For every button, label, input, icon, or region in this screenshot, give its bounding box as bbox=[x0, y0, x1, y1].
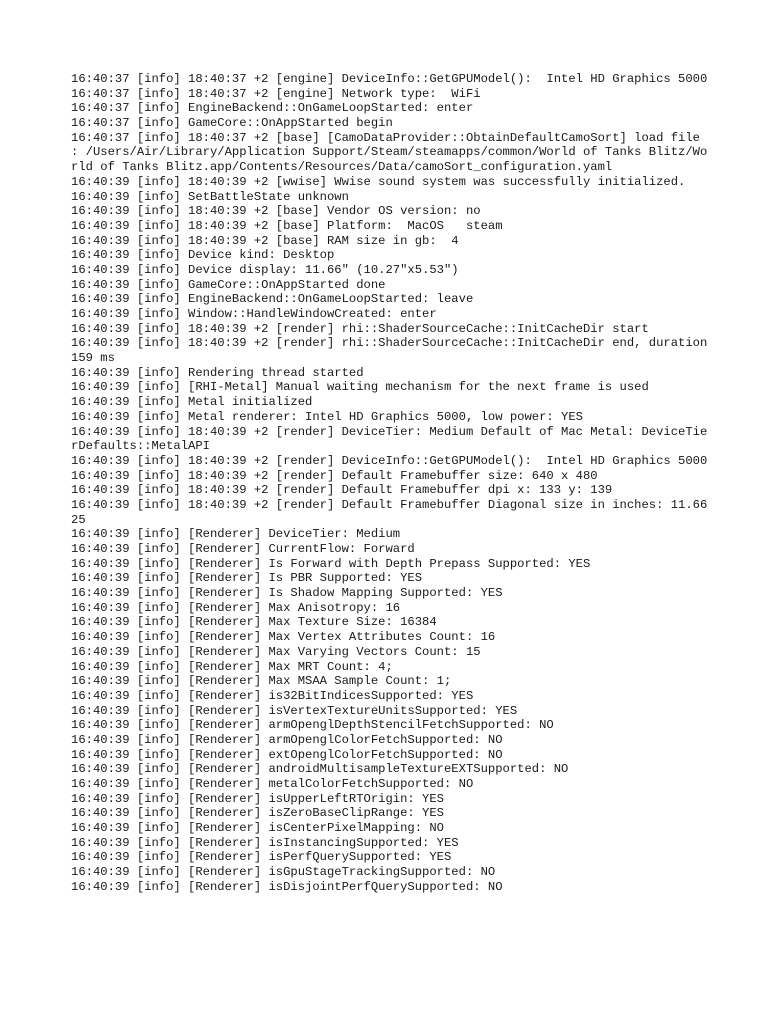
log-line: 16:40:39 [info] [Renderer] Max Vertex Attributes Count: 16 bbox=[71, 630, 496, 645]
log-line: 16:40:39 [info] [Renderer] isPerfQuerySupported: YES bbox=[71, 850, 452, 865]
log-line: 16:40:39 [info] [Renderer] extOpenglColorFetchSupported: NO bbox=[71, 747, 503, 762]
log-line: 16:40:39 [info] SetBattleState unknown bbox=[71, 189, 349, 204]
log-line: 16:40:39 [info] 18:40:39 +2 [base] Vendor OS version: no bbox=[71, 204, 481, 219]
log-line: 16:40:39 [info] 18:40:39 +2 [render] rhi::ShaderSourceCache::InitCacheDir end, duration 159 ms bbox=[71, 336, 715, 366]
log-line: 16:40:39 [info] 18:40:39 +2 [render] DeviceTier: Medium Default of Mac Metal: DeviceTierDefaults::MetalAPI bbox=[71, 424, 708, 454]
log-line: 16:40:39 [info] 18:40:39 +2 [base] Platform: MacOS steam bbox=[71, 218, 503, 233]
log-line: 16:40:39 [info] [Renderer] Is PBR Supported: YES bbox=[71, 571, 423, 586]
log-line: 16:40:39 [info] Rendering thread started bbox=[71, 365, 364, 380]
log-line: 16:40:39 [info] [Renderer] androidMultisampleTextureEXTSupported: NO bbox=[71, 762, 569, 777]
log-line: 16:40:39 [info] [Renderer] Is Forward with Depth Prepass Supported: YES bbox=[71, 556, 591, 571]
log-line: 16:40:39 [info] [Renderer] armOpenglDepthStencilFetchSupported: NO bbox=[71, 718, 554, 733]
log-line: 16:40:39 [info] [Renderer] Max Texture Size: 16384 bbox=[71, 615, 437, 630]
log-line: 16:40:39 [info] 18:40:39 +2 [render] rhi::ShaderSourceCache::InitCacheDir start bbox=[71, 321, 649, 336]
log-line: 16:40:39 [info] [Renderer] CurrentFlow: Forward bbox=[71, 542, 415, 556]
log-line: 16:40:39 [info] [Renderer] isZeroBaseClipRange: YES bbox=[71, 806, 444, 821]
log-line: 16:40:39 [info] Window::HandleWindowCreated: enter bbox=[71, 307, 437, 321]
log-line: 16:40:39 [info] [Renderer] isCenterPixelMapping: NO bbox=[71, 821, 444, 836]
log-line: 16:40:39 [info] Metal renderer: Intel HD Graphics 5000, low power: YES bbox=[71, 409, 583, 424]
log-line: 16:40:39 [info] [Renderer] armOpenglColorFetchSupported: NO bbox=[71, 732, 503, 747]
log-line: 16:40:37 [info] 18:40:37 +2 [engine] Network type: WiFi bbox=[71, 86, 481, 101]
log-line: 16:40:37 [info] 18:40:37 +2 [engine] DeviceInfo::GetGPUModel(): Intel HD Graphics 5000 bbox=[71, 72, 708, 86]
log-line: 16:40:39 [info] 18:40:39 +2 [render] Default Framebuffer Diagonal size in inches: 11.6625 bbox=[71, 497, 708, 527]
log-line: 16:40:39 [info] [Renderer] Is Shadow Mapping Supported: YES bbox=[71, 586, 503, 601]
log-line: 16:40:39 [info] [Renderer] Max Varying Vectors Count: 15 bbox=[71, 644, 481, 659]
log-line: 16:40:39 [info] Metal initialized bbox=[71, 395, 313, 410]
log-line: 16:40:39 [info] Device kind: Desktop bbox=[71, 248, 335, 263]
log-line: 16:40:39 [info] [Renderer] Max MSAA Sample Count: 1; bbox=[71, 674, 452, 689]
log-line: 16:40:39 [info] 18:40:39 +2 [wwise] Wwise sound system was successfully initialized. bbox=[71, 174, 686, 189]
log-line: 16:40:39 [info] [Renderer] is32BitIndicesSupported: YES bbox=[71, 688, 474, 703]
log-line: 16:40:39 [info] [Renderer] Max MRT Count: 4; bbox=[71, 659, 393, 674]
log-line: 16:40:39 [info] 18:40:39 +2 [render] DeviceInfo::GetGPUModel(): Intel HD Graphics 5000 bbox=[71, 453, 708, 468]
log-line: 16:40:39 [info] [Renderer] Max Anisotropy: 16 bbox=[71, 600, 401, 615]
log-line: 16:40:39 [info] EngineBackend::OnGameLoopStarted: leave bbox=[71, 292, 474, 307]
log-line: 16:40:39 [info] 18:40:39 +2 [render] Default Framebuffer dpi x: 133 y: 139 bbox=[71, 483, 613, 498]
log-line: 16:40:39 [info] [Renderer] isDisjointPerfQuerySupported: NO bbox=[71, 879, 503, 894]
log-line: 16:40:39 [info] [Renderer] isInstancingSupported: YES bbox=[71, 835, 459, 850]
log-line: 16:40:39 [info] [Renderer] DeviceTier: Medium bbox=[71, 527, 401, 542]
log-line: 16:40:37 [info] GameCore::OnAppStarted begin bbox=[71, 116, 393, 131]
log-line: 16:40:39 [info] GameCore::OnAppStarted done bbox=[71, 277, 386, 292]
log-line: 16:40:39 [info] [Renderer] isVertexTextureUnitsSupported: YES bbox=[71, 703, 518, 718]
log-text bbox=[71, 72, 715, 895]
log-line: 16:40:39 [info] 18:40:39 +2 [render] Default Framebuffer size: 640 x 480 bbox=[71, 468, 598, 483]
log-line: 16:40:39 [info] [Renderer] isUpperLeftRTOrigin: YES bbox=[71, 791, 444, 806]
log-line: 16:40:39 [info] Device display: 11.66" (10.27"x5.53") bbox=[71, 262, 459, 277]
log-line: 16:40:39 [info] [Renderer] isGpuStageTrackingSupported: NO bbox=[71, 865, 496, 880]
log-line: 16:40:39 [info] [RHI-Metal] Manual waiting mechanism for the next frame is used bbox=[71, 380, 649, 395]
log-line: 16:40:37 [info] 18:40:37 +2 [base] [CamoDataProvider::ObtainDefaultCamoSort] load file : /Users/Air/Library/Application Support/Steam/steamapps/common/World of Tanks Blitz/World of Tanks Blitz.app/Contents/Resources/Data/camoSort_configuration.yaml bbox=[71, 130, 708, 175]
log-line: 16:40:39 [info] 18:40:39 +2 [base] RAM size in gb: 4 bbox=[71, 233, 459, 248]
log-line: 16:40:39 [info] [Renderer] metalColorFetchSupported: NO bbox=[71, 777, 474, 791]
log-line: 16:40:37 [info] EngineBackend::OnGameLoopStarted: enter bbox=[71, 101, 474, 116]
